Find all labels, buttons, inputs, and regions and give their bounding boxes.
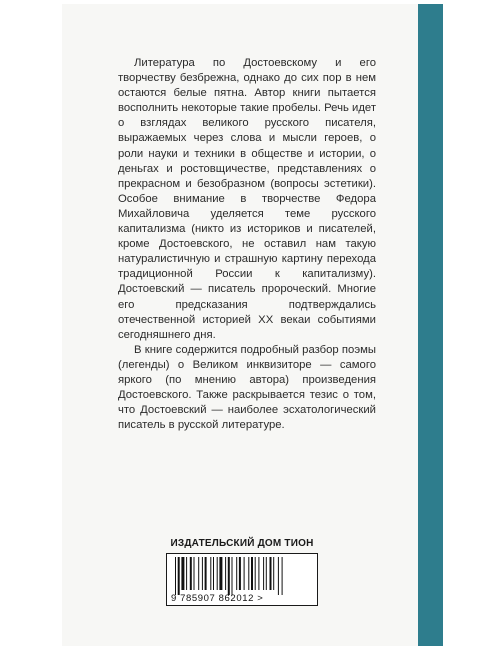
barcode-bar [273,557,274,590]
barcode-bar [244,557,245,590]
barcode-bar [213,557,214,590]
barcode-bar [175,557,176,595]
barcode-bar [258,557,259,590]
barcode-bar [248,557,249,590]
barcode-bar [198,557,199,590]
barcode-bar [255,557,256,590]
barcode-bar [186,557,187,590]
isbn-number: 9 785907 862012 > [171,593,264,604]
barcode-bar [232,557,233,595]
blurb-paragraph-1: Литература по Достоевскому и его творчеству безбрежна, однако до сих пор в нем остаются белые пятна. Автор книги пытается восполнить некоторые такие пробелы. Речь идет о взглядах великого русского писателя, выражаемых через слова и мысли героев, о роли науки и техники в обществе и истории, о деньгах и ростовщичестве, представлениях о прекрасном и безобразном (вопросы эстетики). Особое внимание в творчестве Федора Михайловича уделяется теме русского капитализма (никто из историков и писателей, кроме Достоевского, не оставил нам такую натуралистичную и страшную картину перехода традиционной России к капитализму). Достоевский — писатель пророческий. Многие его предсказания подтверждались отечественной историей XX векаи событиями сегодняшнего дня. [118,57,376,341]
isbn-barcode [166,553,318,606]
publisher-name: ИЗДАТЕЛЬСКИЙ ДОМ ТИОН [170,538,314,549]
barcode-bar [225,557,226,590]
book-spine [418,4,443,646]
barcode-bar [190,557,192,590]
barcode-bar [251,557,253,590]
blurb-paragraph-2: В книге содержится подробный разбор поэмы (легенды) о Великом инквизиторе — самого яркого (по мнению автора) произведения Достоевского. Также раскрывается тезис о том, что Достоевский — наиболее эсхатологический писатель в русской литературе. [118,343,376,432]
barcode-bar [205,557,207,590]
barcode-bar [263,557,264,590]
barcode-bar [270,557,272,590]
barcode-bar [236,557,237,590]
barcode-bar [181,557,184,590]
barcode-bar [219,557,222,590]
barcode-bars [173,557,313,595]
blurb-text [118,56,376,433]
barcode-bar [178,557,180,595]
barcode-bar [228,557,230,595]
barcode-bar [194,557,195,590]
barcode-bar [202,557,203,590]
barcode-bar [239,557,241,590]
barcode-bar [217,557,218,590]
barcode-bar [278,557,279,595]
barcode-bar [266,557,267,590]
barcode-bar [210,557,211,590]
barcode-bar [282,557,283,595]
